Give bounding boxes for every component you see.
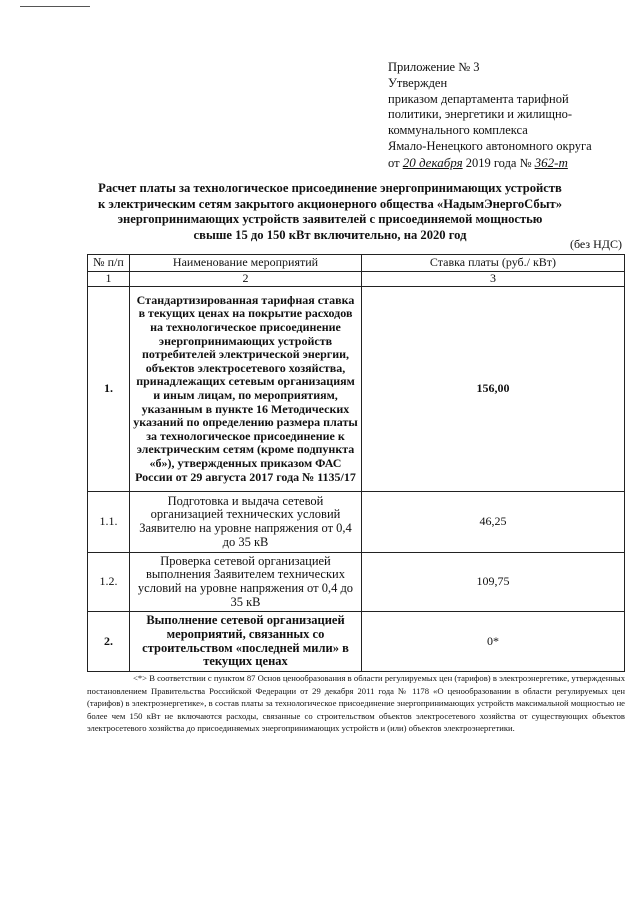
approval-date-line: от 20 декабря 2019 года № 362-т [388, 154, 568, 170]
header-number: № п/п [88, 255, 130, 272]
table-row: 1. Стандартизированная тарифная ставка в текущих ценах на покрытие расходов на технологическое присоединение энергопринимающих устройств потребителей электрической энергии, объектов электросетевого хозяйства, принадлежащих сетевым организациям и иным лицам, по мероприятиям, указанным в пункте 16 Методических указаний по определению размера платы за технологическое присоединение к электрическим сетям (кроме подпункта «б»), утвержденных приказом ФАС России от 29 августа 2017 года № 1135/17 156,00 [88, 287, 625, 492]
table-row: 1.1. Подготовка и выдача сетевой организацией технических условий Заявителю на уровне напряжения от 0,4 до 35 кВ 46,25 [88, 492, 625, 553]
vat-note: (без НДС) [569, 237, 622, 251]
table-row: 1.2. Проверка сетевой организацией выполнения Заявителем технических условий на уровне напряжения от 0,4 до 35 кВ 109,75 [88, 553, 625, 612]
header-rate: Ставка платы (руб./ кВт) [362, 255, 625, 272]
top-rule [20, 6, 90, 7]
approved-label: Утвержден [388, 75, 448, 90]
table-numbering-row: 1 2 3 [88, 272, 625, 287]
rates-table [87, 254, 625, 672]
approval-block [388, 60, 628, 172]
appendix-number: Приложение № 3 [388, 60, 480, 74]
table-row: 2. Выполнение сетевой организацией мероприятий, связанных со строительством «последней мили» в текущих ценах 0* [88, 612, 625, 672]
document-title: Расчет платы за технологическое присоединение энергопринимающих устройств к электрическим сетям закрытого акционерного общества «НадымЭнергоСбыт» энергопринимающих устройств заявителей с присоединяемой мощностью свыше 15 до 150 кВт включительно, на 2020 год [97, 181, 563, 242]
header-name: Наименование мероприятий [130, 255, 362, 272]
approval-line: приказом департамента тарифной [388, 91, 569, 106]
approval-line: коммунального комплекса [388, 123, 528, 138]
approval-line: Ямало-Ненецкого автономного округа [388, 138, 592, 153]
table-header-row [88, 255, 625, 272]
footnote: <*> В соответствии с пунктом 87 Основ ценообразования в области регулируемых цен (тарифов) в электроэнергетике, утвержденных постановлением Правительства Российской Федерации от 29 декабря 2011 года № 1178 «О ценообразовании в области регулируемых цен (тарифов) в электроэнергетике», в состав платы за технологическое присоединение энергопринимающих устройств максимальной мощностью не более чем 150 кВт не включаются расходы, связанные со строительством объектов электросетевого хозяйства от существующих объектов электросетевого хозяйства до присоединяемых энергопринимающих устройств и (или) объектов электроэнергетики. [87, 673, 625, 733]
handwritten-order-number: 362-т [534, 154, 568, 170]
approval-line: политики, энергетики и жилищно- [388, 107, 573, 122]
handwritten-date: 20 декабря [402, 154, 463, 170]
